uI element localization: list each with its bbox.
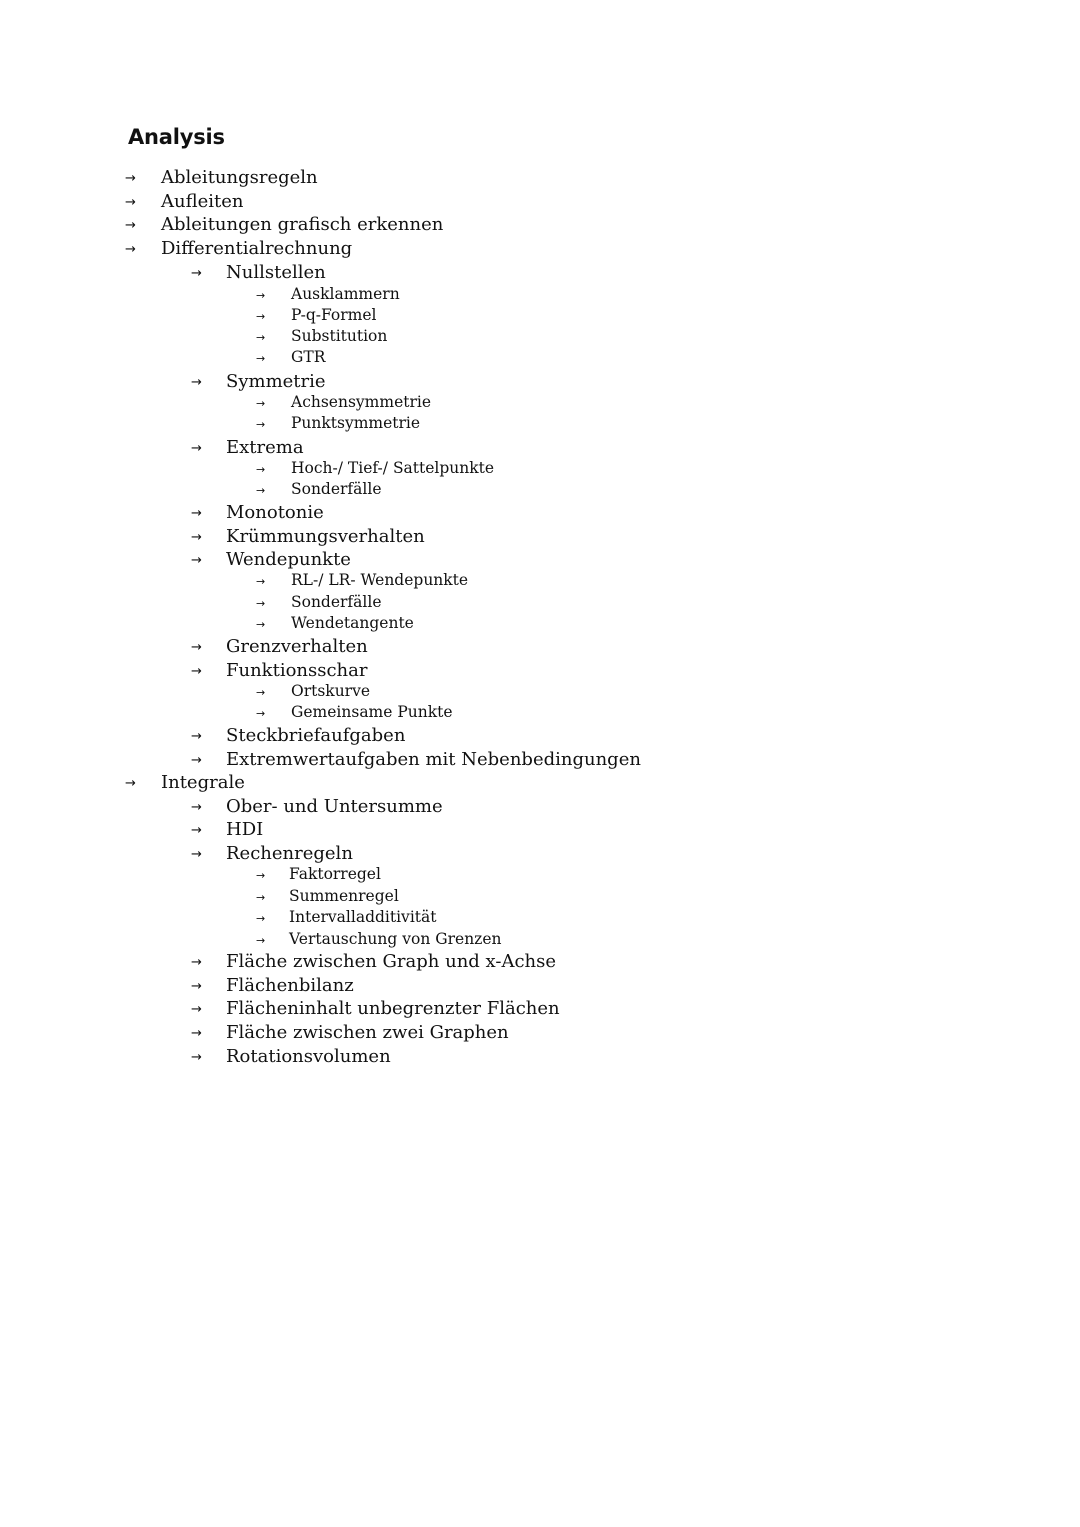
outline-item-level-1 (0, 795, 1080, 818)
arrow-bullet-icon: → (256, 891, 266, 904)
outline-item-label: Rechenregeln (226, 843, 353, 864)
outline-item-label: Flächenbilanz (226, 975, 354, 996)
outline-item-label: Krümmungsverhalten (226, 526, 425, 547)
outline-item-label: Differentialrechnung (161, 238, 353, 259)
outline-item-level-1 (0, 748, 1080, 771)
outline-item-level-1 (0, 370, 1080, 393)
arrow-bullet-icon: → (191, 955, 202, 970)
outline-item-label: Integrale (161, 772, 245, 793)
arrow-bullet-icon: → (125, 242, 136, 257)
outline-item-label: Achsensymmetrie (291, 393, 432, 411)
arrow-bullet-icon: → (191, 800, 202, 815)
outline-item-label: Wendetangente (291, 614, 414, 632)
arrow-bullet-icon: → (191, 375, 202, 390)
outline-item-level-1 (0, 842, 1080, 865)
outline-item-label: Sonderfälle (291, 593, 382, 611)
arrow-bullet-icon: → (256, 352, 266, 365)
outline-item-label: Sonderfälle (291, 480, 382, 498)
outline-item-label: Wendepunkte (226, 549, 351, 570)
outline-item-label: Vertauschung von Grenzen (289, 930, 502, 948)
arrow-bullet-icon: → (256, 618, 266, 631)
outline-item-level-2 (0, 392, 1080, 413)
outline-item-label: RL-/ LR- Wendepunkte (291, 571, 469, 589)
arrow-bullet-icon: → (191, 847, 202, 862)
arrow-bullet-icon: → (256, 397, 266, 410)
outline-item-label: Grenzverhalten (226, 636, 368, 657)
arrow-bullet-icon: → (256, 310, 266, 323)
outline-item-label: Ortskurve (291, 682, 371, 700)
arrow-bullet-icon: → (125, 218, 136, 233)
arrow-bullet-icon: → (191, 1002, 202, 1017)
arrow-bullet-icon: → (256, 575, 266, 588)
arrow-bullet-icon: → (256, 463, 266, 476)
outline-item-level-2 (0, 305, 1080, 326)
outline-item-level-0 (0, 166, 1080, 189)
outline-item-label: P-q-Formel (291, 306, 377, 324)
outline-item-label: Ableitungsregeln (161, 167, 318, 188)
outline-item-label: Extrema (226, 437, 304, 458)
outline-item-level-0 (0, 190, 1080, 213)
arrow-bullet-icon: → (191, 979, 202, 994)
outline-item-level-1 (0, 436, 1080, 459)
outline-item-level-0 (0, 237, 1080, 260)
outline-item-label: Punktsymmetrie (291, 414, 421, 432)
arrow-bullet-icon: → (256, 686, 266, 699)
outline-item-label: Flächeninhalt unbegrenzter Flächen (226, 998, 560, 1019)
outline-item-level-2 (0, 929, 1080, 950)
arrow-bullet-icon: → (256, 331, 266, 344)
outline-item-label: Nullstellen (226, 262, 326, 283)
outline-item-level-2 (0, 702, 1080, 723)
outline-item-label: Ableitungen grafisch erkennen (161, 214, 444, 235)
outline-item-label: Fläche zwischen zwei Graphen (226, 1022, 509, 1043)
outline-item-label: HDI (226, 819, 264, 840)
outline-item-label: Hoch-/ Tief-/ Sattelpunkte (291, 459, 495, 477)
outline-item-level-1 (0, 997, 1080, 1020)
arrow-bullet-icon: → (191, 823, 202, 838)
outline-item-level-2 (0, 479, 1080, 500)
arrow-bullet-icon: → (191, 729, 202, 744)
arrow-bullet-icon: → (125, 195, 136, 210)
outline-item-level-2 (0, 864, 1080, 885)
outline-item-level-2 (0, 570, 1080, 591)
arrow-bullet-icon: → (191, 664, 202, 679)
arrow-bullet-icon: → (191, 1026, 202, 1041)
outline-item-level-1 (0, 635, 1080, 658)
arrow-bullet-icon: → (256, 484, 266, 497)
outline-item-label: Summenregel (289, 887, 399, 905)
outline-item-label: Monotonie (226, 502, 324, 523)
arrow-bullet-icon: → (256, 869, 266, 882)
arrow-bullet-icon: → (191, 553, 202, 568)
outline-item-level-1 (0, 724, 1080, 747)
outline-item-level-1 (0, 548, 1080, 571)
outline-item-label: Fläche zwischen Graph und x-Achse (226, 951, 557, 972)
outline-item-level-2 (0, 413, 1080, 434)
outline-item-label: Funktionsschar (226, 660, 368, 681)
outline-item-level-2 (0, 681, 1080, 702)
arrow-bullet-icon: → (191, 753, 202, 768)
outline-item-label: Intervalladditivität (289, 908, 437, 926)
outline-item-label: Extremwertaufgaben mit Nebenbedingungen (226, 749, 641, 770)
outline-item-label: Ober- und Untersumme (226, 796, 443, 817)
outline-item-level-2 (0, 284, 1080, 305)
arrow-bullet-icon: → (256, 597, 266, 610)
arrow-bullet-icon: → (125, 171, 136, 186)
arrow-bullet-icon: → (191, 640, 202, 655)
arrow-bullet-icon: → (191, 1050, 202, 1065)
arrow-bullet-icon: → (256, 418, 266, 431)
outline-item-label: Rotationsvolumen (226, 1046, 391, 1067)
outline-item-label: Faktorregel (289, 865, 381, 883)
outline-item-label: Gemeinsame Punkte (291, 703, 453, 721)
outline-item-level-1 (0, 261, 1080, 284)
outline-item-label: Symmetrie (226, 371, 326, 392)
page-title: Analysis (128, 125, 225, 149)
outline-item-level-1 (0, 974, 1080, 997)
arrow-bullet-icon: → (256, 707, 266, 720)
outline-item-level-1 (0, 525, 1080, 548)
outline-item-label: Aufleiten (161, 191, 244, 212)
outline-item-label: Substitution (291, 327, 388, 345)
outline-item-level-2 (0, 458, 1080, 479)
outline-item-level-1 (0, 1045, 1080, 1068)
outline-item-level-1 (0, 1021, 1080, 1044)
outline-item-label: Steckbriefaufgaben (226, 725, 406, 746)
arrow-bullet-icon: → (191, 506, 202, 521)
outline-item-level-1 (0, 950, 1080, 973)
arrow-bullet-icon: → (191, 441, 202, 456)
outline-item-level-2 (0, 907, 1080, 928)
arrow-bullet-icon: → (256, 934, 266, 947)
outline-item-level-1 (0, 818, 1080, 841)
outline-item-level-0 (0, 771, 1080, 794)
arrow-bullet-icon: → (256, 912, 266, 925)
outline-item-label: GTR (291, 348, 326, 366)
arrow-bullet-icon: → (191, 266, 202, 281)
outline-item-level-2 (0, 326, 1080, 347)
arrow-bullet-icon: → (125, 776, 136, 791)
outline-item-label: Ausklammern (291, 285, 400, 303)
outline-item-level-2 (0, 886, 1080, 907)
outline-item-level-1 (0, 659, 1080, 682)
arrow-bullet-icon: → (191, 530, 202, 545)
outline-item-level-0 (0, 213, 1080, 236)
outline-item-level-1 (0, 501, 1080, 524)
arrow-bullet-icon: → (256, 289, 266, 302)
outline-item-level-2 (0, 592, 1080, 613)
outline-item-level-2 (0, 613, 1080, 634)
outline-item-level-2 (0, 347, 1080, 368)
